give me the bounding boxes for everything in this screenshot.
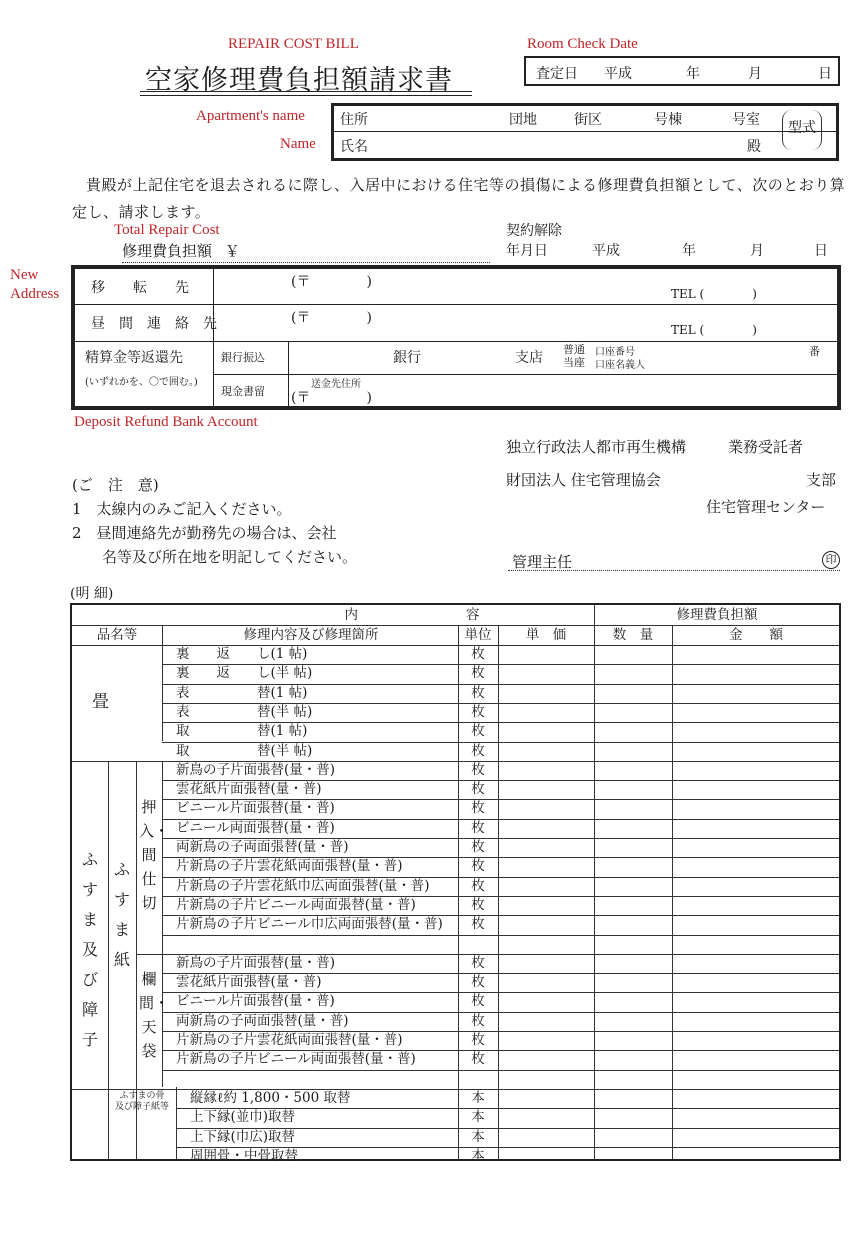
table-row-item: 片新鳥の子片雲花紙巾広両面張替(量・普) <box>176 877 430 894</box>
contract-month: 月 <box>750 243 764 259</box>
shimei-label: 氏名 <box>340 139 368 155</box>
unit-price-cell[interactable] <box>498 722 594 741</box>
amount-cell[interactable] <box>672 877 839 896</box>
amount-cell[interactable] <box>672 742 839 761</box>
date-label: 査定日 <box>536 66 578 82</box>
col-divider <box>288 341 289 406</box>
amount-cell[interactable] <box>672 664 839 683</box>
amount-cell[interactable] <box>672 1012 839 1031</box>
contract-era: 平成 <box>592 243 620 259</box>
move-to-label: 移 転 先 <box>91 280 189 296</box>
table-row-unit: 枚 <box>471 723 485 740</box>
unit-price-cell[interactable] <box>498 1108 594 1127</box>
quantity-cell[interactable] <box>594 761 672 780</box>
table-row-unit: 枚 <box>471 684 485 701</box>
quantity-cell[interactable] <box>594 703 672 722</box>
table-row-unit: 枚 <box>471 742 485 759</box>
yen-icon: ￥ <box>224 242 240 260</box>
quantity-cell[interactable] <box>594 780 672 799</box>
quantity-cell[interactable] <box>594 992 672 1011</box>
amount-cell[interactable] <box>672 915 839 934</box>
unit-price-cell[interactable] <box>498 992 594 1011</box>
goto-label: 号棟 <box>654 112 682 128</box>
table-row-unit: 枚 <box>471 800 485 817</box>
org-center: 住宅管理センター <box>706 498 826 516</box>
table-row-item: 両新鳥の子両面張替(量・普) <box>176 1012 349 1029</box>
unit-price-cell[interactable] <box>498 896 594 915</box>
account-type[interactable]: 普通 当座 <box>563 343 585 369</box>
amount-cell[interactable] <box>672 857 839 876</box>
fusuma-paper-label: ふすま紙 <box>113 860 130 969</box>
unit-price-cell[interactable] <box>498 761 594 780</box>
org-role: 業務受託者 <box>728 438 804 456</box>
address-label: 住所 <box>340 112 368 128</box>
table-row-unit: 枚 <box>471 1032 485 1048</box>
amount-cell[interactable] <box>672 935 839 954</box>
manager-label: 管理主任 <box>512 553 573 571</box>
title-underline-2 <box>140 95 472 96</box>
note-item-2: 2 昼間連絡先が勤務先の場合は、会社 <box>72 524 337 542</box>
title-english: REPAIR COST BILL <box>228 36 359 52</box>
amount-cell[interactable] <box>672 1147 839 1166</box>
table-row-unit: 枚 <box>471 839 485 855</box>
table-row-unit: 枚 <box>471 646 485 662</box>
quantity-cell[interactable] <box>594 645 672 664</box>
unit-price-cell[interactable] <box>498 935 594 954</box>
col-divider <box>108 761 109 1159</box>
room-check-date-label: Room Check Date <box>527 36 638 52</box>
table-row-item: 上下縁(巾広)取替 <box>190 1128 296 1145</box>
quantity-cell[interactable] <box>594 1012 672 1031</box>
amount-cell[interactable] <box>672 799 839 818</box>
amount-cell[interactable] <box>672 1050 839 1069</box>
quantity-cell[interactable] <box>594 973 672 992</box>
amount-cell[interactable] <box>672 761 839 780</box>
amount-cell[interactable] <box>672 1128 839 1147</box>
col-unit-header: 単位 <box>464 627 492 643</box>
bank-label: 銀行 <box>393 350 421 366</box>
amount-cell[interactable] <box>672 973 839 992</box>
seal-icon: 印 <box>822 551 840 569</box>
year-label: 年 <box>686 66 700 82</box>
title-underline <box>140 91 472 92</box>
table-row-unit: 枚 <box>471 1051 485 1068</box>
table-row-item: 雲花紙片面張替(量・普) <box>176 974 322 991</box>
table-row-item: 取 替(半 帖) <box>176 742 313 759</box>
unit-price-cell[interactable] <box>498 819 594 838</box>
table-row-item: 取 替(1 帖) <box>176 723 308 740</box>
table-row-item: 縦縁ℓ約 1,800・500 取替 <box>190 1089 351 1106</box>
table-row-unit: 枚 <box>471 974 485 991</box>
quantity-cell[interactable] <box>594 1128 672 1147</box>
unit-price-cell[interactable] <box>498 1050 594 1069</box>
amount-cell[interactable] <box>672 1031 839 1050</box>
contract-date-prefix: 年月日 <box>506 243 548 259</box>
detail-table <box>70 603 841 1164</box>
room-check-date-box[interactable] <box>524 56 840 86</box>
notes-header: (ご 注 意) <box>72 476 159 494</box>
new-address-box[interactable] <box>71 265 841 410</box>
table-row-unit: 本 <box>471 1089 485 1106</box>
quantity-cell[interactable] <box>594 857 672 876</box>
refund-note: (いずれかを、〇で囲む。) <box>85 377 198 388</box>
gaiku-label: 街区 <box>574 112 602 128</box>
ranma-label: 欄間・天袋 <box>139 970 170 1060</box>
table-row-item: 上下縁(並巾)取替 <box>190 1109 296 1126</box>
quantity-cell[interactable] <box>594 742 672 761</box>
unit-price-cell[interactable] <box>498 954 594 973</box>
bank-transfer-option[interactable]: 銀行振込 <box>221 351 265 364</box>
col-amount-header: 金 額 <box>729 627 783 643</box>
fusuma-shoji-label: ふすま及び障子 <box>81 850 98 1049</box>
quantity-cell[interactable] <box>594 896 672 915</box>
unit-price-cell[interactable] <box>498 742 594 761</box>
quantity-cell[interactable] <box>594 915 672 934</box>
table-row-item: 両新鳥の子両面張替(量・普) <box>176 839 349 855</box>
table-row-item: ビニール片面張替(量・普) <box>176 800 335 817</box>
unit-price-cell[interactable] <box>498 645 594 664</box>
org-association: 財団法人 住宅管理協会 <box>506 471 661 489</box>
repair-cost-label: 修理費負担額 <box>122 242 213 260</box>
page-title: 空家修理費負担額請求書 <box>145 65 453 96</box>
refund-label: 精算金等返還先 <box>85 350 183 366</box>
cash-registered-option[interactable]: 現金書留 <box>221 385 265 398</box>
repair-cost-line <box>122 262 490 263</box>
quantity-cell[interactable] <box>594 799 672 818</box>
table-row-item: 裏 返 し(1 帖) <box>176 646 308 662</box>
note-item-1: 1 太線内のみご記入ください。 <box>72 500 292 518</box>
daytime-tel[interactable]: TEL ( ) <box>671 323 757 337</box>
contract-day: 日 <box>814 243 828 259</box>
header-content: 内 容 <box>344 607 480 623</box>
account-holder-label: 口座名義人 <box>595 360 645 371</box>
unit-price-cell[interactable] <box>498 915 594 934</box>
era: 平成 <box>604 66 632 82</box>
quantity-cell[interactable] <box>594 819 672 838</box>
table-row-unit: 本 <box>471 1109 485 1126</box>
quantity-cell[interactable] <box>594 664 672 683</box>
quantity-cell[interactable] <box>594 722 672 741</box>
quantity-cell[interactable] <box>594 877 672 896</box>
table-row-unit: 枚 <box>471 703 485 720</box>
repair-cost-field[interactable] <box>122 240 240 261</box>
tatami-label: 畳 <box>92 692 109 712</box>
col-repair-header: 修理内容及び修理箇所 <box>243 627 379 643</box>
org-branch: 支部 <box>806 471 837 489</box>
table-row-unit: 枚 <box>471 954 485 971</box>
table-row-unit: 枚 <box>471 916 485 933</box>
day-label: 日 <box>818 66 832 82</box>
quantity-cell[interactable] <box>594 1050 672 1069</box>
col-divider <box>176 1087 177 1159</box>
branch-label: 支店 <box>515 350 543 366</box>
unit-price-cell[interactable] <box>498 780 594 799</box>
table-row-item: ビニール両面張替(量・普) <box>176 819 335 836</box>
danchi-label: 団地 <box>509 112 537 128</box>
col-divider <box>162 761 163 1087</box>
note-item-3: 名等及び所在地を明記してください。 <box>72 548 358 566</box>
unit-price-cell[interactable] <box>498 973 594 992</box>
unit-price-cell[interactable] <box>498 877 594 896</box>
org-name: 独立行政法人都市再生機構 <box>506 438 687 456</box>
quantity-cell[interactable] <box>594 1147 672 1166</box>
table-row-item: 新鳥の子片面張替(量・普) <box>176 954 336 971</box>
unit-price-cell[interactable] <box>498 1089 594 1108</box>
amount-cell[interactable] <box>672 645 839 664</box>
unit-price-cell[interactable] <box>498 1128 594 1147</box>
table-row-unit: 枚 <box>471 993 485 1010</box>
table-row-unit: 本 <box>471 1128 485 1145</box>
quantity-cell[interactable] <box>594 838 672 857</box>
table-row-item: 表 替(1 帖) <box>176 684 308 701</box>
daytime-postal[interactable]: (〒 ) <box>291 310 372 326</box>
quantity-cell[interactable] <box>594 954 672 973</box>
model-stamp: 型式 <box>782 110 822 150</box>
amount-cell[interactable] <box>672 896 839 915</box>
apartment-name-label: Apartment's name <box>196 108 305 124</box>
month-label: 月 <box>748 66 762 82</box>
unit-price-cell[interactable] <box>498 1070 594 1089</box>
unit-price-cell[interactable] <box>498 664 594 683</box>
amount-cell[interactable] <box>672 1070 839 1089</box>
oshiire-label: 押入・間仕切 <box>139 798 170 912</box>
contract-cancel-label: 契約解除 <box>506 223 562 239</box>
table-row-item: 片新鳥の子片雲花紙両面張替(量・普) <box>176 1032 403 1048</box>
move-to-tel[interactable]: TEL ( ) <box>671 287 757 301</box>
row-divider <box>75 341 837 342</box>
daytime-contact-label: 昼 間 連 絡 先 <box>91 316 217 332</box>
total-repair-cost-label: Total Repair Cost <box>114 222 220 238</box>
unit-price-cell[interactable] <box>498 799 594 818</box>
move-to-postal[interactable]: (〒 ) <box>291 274 372 290</box>
amount-cell[interactable] <box>672 838 839 857</box>
amount-cell[interactable] <box>672 954 839 973</box>
manager-line <box>508 570 840 571</box>
table-row-unit: 枚 <box>471 858 485 875</box>
unit-price-cell[interactable] <box>498 684 594 703</box>
row-divider <box>213 374 837 375</box>
deposit-refund-label: Deposit Refund Bank Account <box>74 414 258 430</box>
account-number-label: 口座番号 <box>595 347 635 358</box>
amount-cell[interactable] <box>672 819 839 838</box>
amount-cell[interactable] <box>672 684 839 703</box>
send-to-address-label: 送金先住所 <box>311 379 361 390</box>
table-row-unit: 枚 <box>471 781 485 798</box>
table-row-unit: 枚 <box>471 877 485 894</box>
residence-box[interactable] <box>331 103 839 161</box>
detail-label: (明 細) <box>70 586 114 602</box>
amount-cell[interactable] <box>672 780 839 799</box>
unit-price-cell[interactable] <box>498 857 594 876</box>
name-label: Name <box>280 136 316 152</box>
quantity-cell[interactable] <box>594 935 672 954</box>
quantity-cell[interactable] <box>594 1089 672 1108</box>
table-row-item: 雲花紙片面張替(量・普) <box>176 781 322 798</box>
amount-cell[interactable] <box>672 992 839 1011</box>
intro-paragraph: 貴殿が上記住宅を退去されるに際し、入居中における住宅等の損傷による修理費負担額として、次のとおり算定し、請求します。 <box>72 176 846 221</box>
amount-cell[interactable] <box>672 722 839 741</box>
quantity-cell[interactable] <box>594 684 672 703</box>
table-row-unit: 本 <box>471 1147 485 1164</box>
unit-price-cell[interactable] <box>498 1012 594 1031</box>
send-to-postal[interactable]: (〒 ) <box>291 390 372 406</box>
table-row-unit: 枚 <box>471 665 485 682</box>
amount-cell[interactable] <box>672 703 839 722</box>
table-row-unit: 枚 <box>471 819 485 836</box>
table-row-item: 片新鳥の子片ビニール両面張替(量・普) <box>176 1051 416 1068</box>
amount-cell[interactable] <box>672 1108 839 1127</box>
col-qty-header: 数 量 <box>612 627 654 643</box>
quantity-cell[interactable] <box>594 1031 672 1050</box>
table-row-item: 片新鳥の子片ビニール両面張替(量・普) <box>176 896 416 913</box>
fusuma-bone-label: ふすまの骨 及び障子紙等 <box>114 1091 169 1112</box>
contract-year: 年 <box>682 243 696 259</box>
header-cost: 修理費負担額 <box>676 607 758 623</box>
table-row-item: 片新鳥の子片雲花紙両面張替(量・普) <box>176 858 403 875</box>
unit-price-cell[interactable] <box>498 1147 594 1166</box>
table-row-unit: 枚 <box>471 761 485 778</box>
row-divider <box>75 304 837 305</box>
quantity-cell[interactable] <box>594 1108 672 1127</box>
col-price-header: 単 価 <box>525 627 567 643</box>
unit-price-cell[interactable] <box>498 1031 594 1050</box>
table-row-item: 裏 返 し(半 帖) <box>176 665 313 682</box>
new-address-label: New Address <box>10 267 60 302</box>
quantity-cell[interactable] <box>594 1070 672 1089</box>
amount-cell[interactable] <box>672 1089 839 1108</box>
table-row-item: 新鳥の子片面張替(量・普) <box>176 761 336 778</box>
table-row-item: 片新鳥の子片ビニール巾広両面張替(量・普) <box>176 916 443 933</box>
table-row-unit: 枚 <box>471 1012 485 1029</box>
table-row-unit: 枚 <box>471 896 485 913</box>
table-row-item: 周囲骨・中骨取替 <box>190 1147 298 1164</box>
unit-price-cell[interactable] <box>498 838 594 857</box>
table-row-item: ビニール片面張替(量・普) <box>176 993 335 1010</box>
goshitsu-label: 号室 <box>732 112 760 128</box>
table-row-item: 表 替(半 帖) <box>176 703 313 720</box>
col-item-header: 品名等 <box>96 627 138 643</box>
unit-price-cell[interactable] <box>498 703 594 722</box>
dono-label: 殿 <box>747 139 761 155</box>
ban-label: 番 <box>809 345 820 358</box>
